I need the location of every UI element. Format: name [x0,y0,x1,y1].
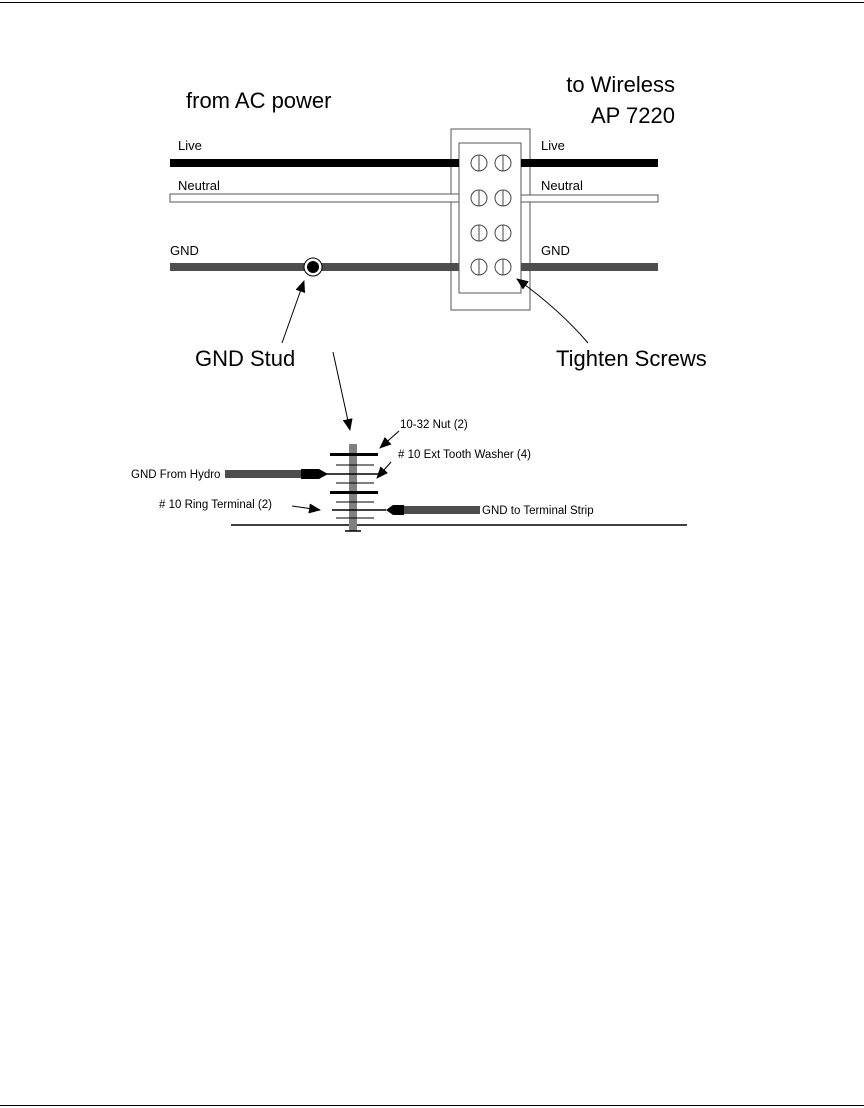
stud-detail-arrow [333,352,350,430]
gnd-stud-icon [304,258,322,276]
terminal-block [451,129,530,310]
crimp-lug-lower [386,505,404,515]
nut-bottom [330,491,378,494]
left-live-wire [170,159,459,167]
source-heading: from AC power [186,88,332,113]
left-neutral-label: Neutral [178,178,220,193]
washer-label: # 10 Ext Tooth Washer (4) [398,449,531,461]
left-live-label: Live [178,138,202,153]
right-live-label: Live [541,138,565,153]
gnd-from-hydro-wire [225,470,301,478]
dest-heading-line1: to Wireless [566,72,675,97]
right-neutral-label: Neutral [541,178,583,193]
crimp-lug-upper [301,469,328,479]
gnd-to-strip-wire [404,506,480,514]
gnd-stud-arrow [282,281,304,343]
gnd-from-hydro-label: GND From Hydro [131,469,221,481]
right-gnd-label: GND [541,243,570,258]
ring-terminal-label: # 10 Ring Terminal (2) [159,499,272,511]
screw-icon [471,155,487,171]
nut-arrow [380,431,399,448]
gnd-stud-label: GND Stud [195,346,296,371]
screw-icon [495,155,511,171]
gnd-to-strip-label: GND to Terminal Strip [482,505,594,517]
screw-icon [471,225,487,241]
washer-arrow [377,462,391,478]
right-gnd-wire [521,263,658,271]
dest-heading-line2: AP 7220 [590,103,675,128]
nut-label: 10-32 Nut (2) [400,419,468,431]
nut-top [330,453,378,456]
left-gnd-label: GND [170,243,199,258]
left-neutral-wire [170,194,459,202]
tighten-screws-label: Tighten Screws [556,346,707,371]
screw-icon [471,190,487,206]
screw-icon [471,259,487,275]
right-neutral-wire [521,195,658,202]
terminal-block-inner [459,143,521,293]
screw-icon [495,190,511,206]
ring-terminal-arrow [292,506,320,510]
right-live-wire [521,159,658,167]
screw-icon [495,259,511,275]
stud-detail [131,419,687,531]
screw-icon [495,225,511,241]
